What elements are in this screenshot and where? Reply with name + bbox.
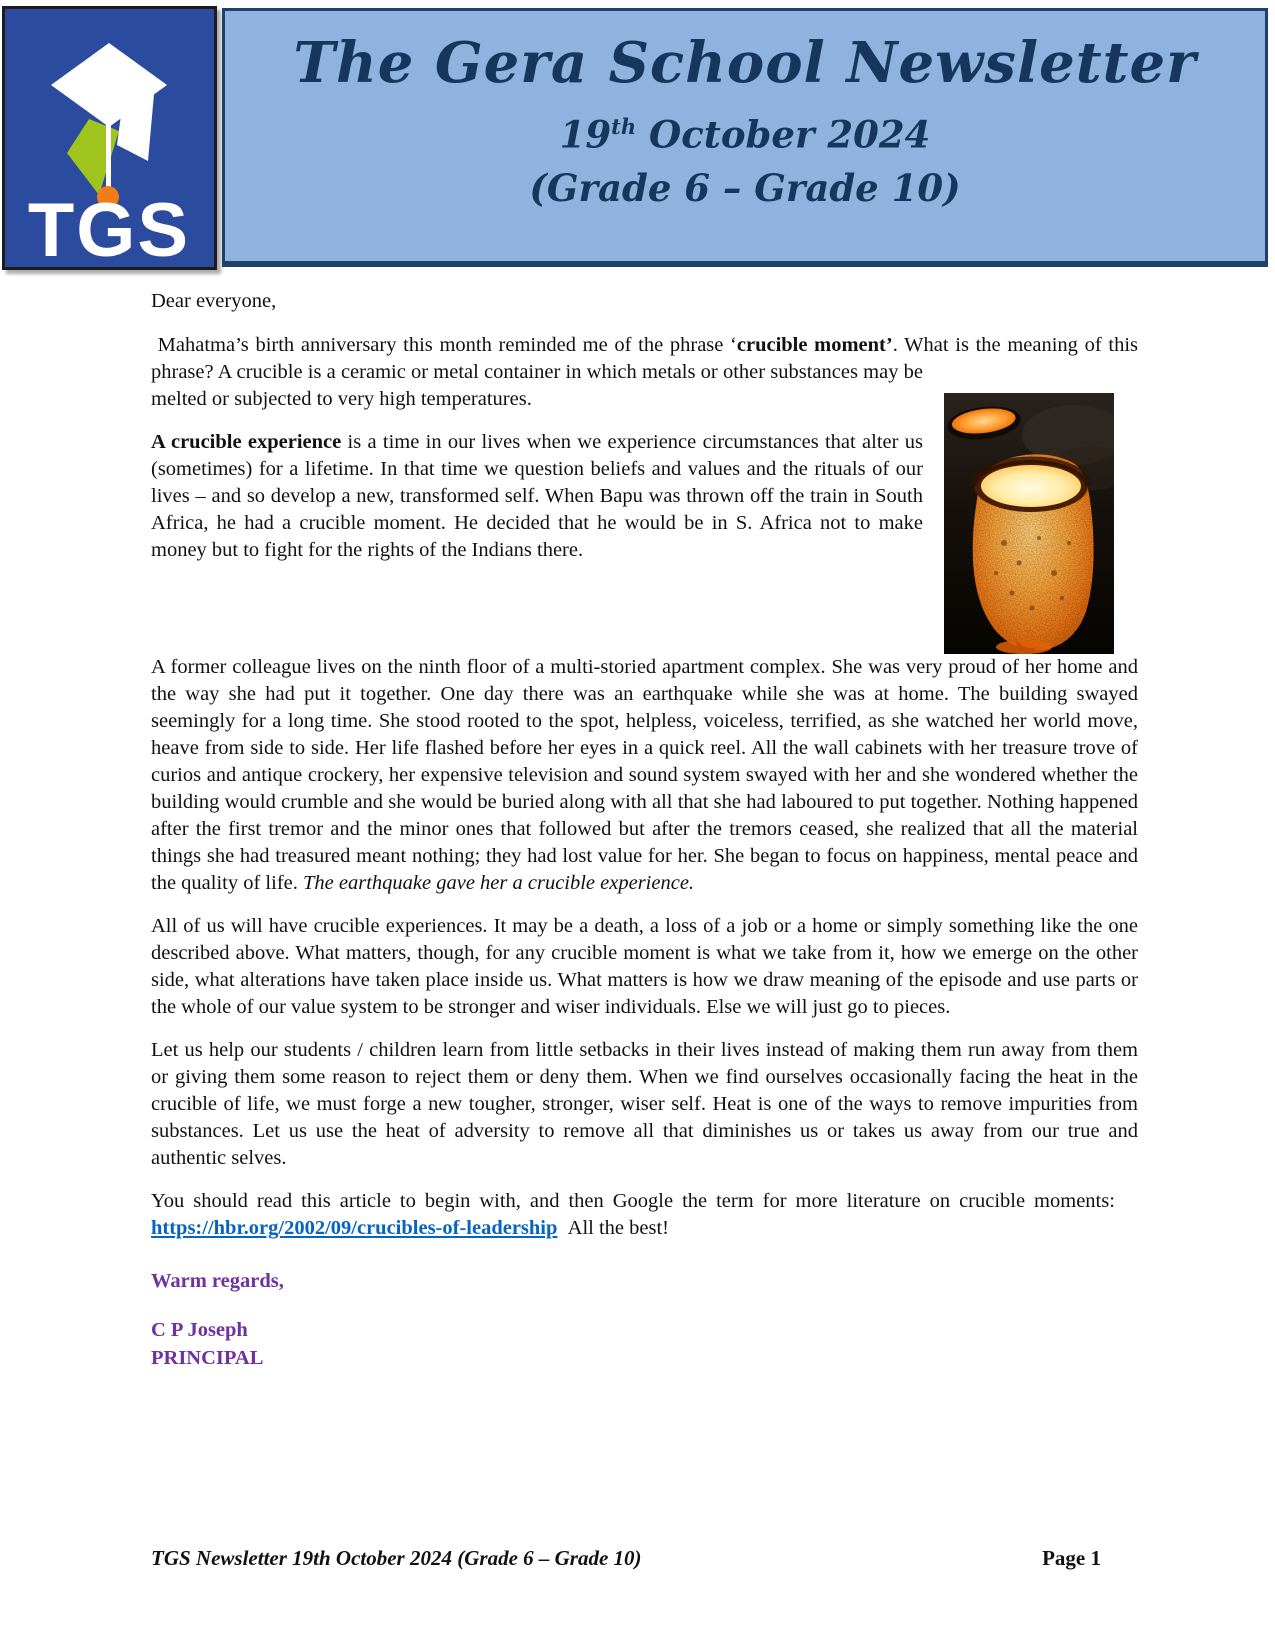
text-run: All of us will have crucible experiences. It may be a death, a loss of a job or a home or simply something like the one described above. What matters, though, for any crucible moment is what we take from it, how we emerge on the other side, what alterations have taken place inside us. What matters is how we draw meaning of the episode and use parts or the whole of our value system to be stronger and wiser individuals. Else we will just go to pieces. bbox=[151, 915, 1138, 1018]
graduation-cap-icon bbox=[5, 9, 214, 267]
paragraph-let-us-help bbox=[151, 1037, 1138, 1172]
paragraph-colleague bbox=[151, 654, 1138, 897]
principal-name: C P Joseph bbox=[151, 1319, 248, 1341]
hbr-article-link[interactable]: https://hbr.org/2002/09/crucibles-of-leadership bbox=[151, 1217, 558, 1239]
paragraph-read-article bbox=[151, 1188, 1138, 1242]
text-run: is the meaning of this phrase? A crucible is a ceramic or metal container in which metals or other substances may be melted or subjected to very high temperatures. bbox=[151, 334, 1138, 410]
closing-signature bbox=[151, 1316, 1138, 1372]
school-logo bbox=[2, 6, 217, 270]
text-run: Mahatma’s birth anniversary this month reminded me of the phrase ‘ bbox=[151, 334, 737, 356]
date-rest: October 2024 bbox=[636, 112, 931, 157]
date-ordinal: th bbox=[611, 114, 637, 139]
page-footer bbox=[151, 1546, 1138, 1571]
greeting: Dear everyone, bbox=[151, 290, 277, 312]
text-run: A former colleague lives on the ninth floor of a multi-storied apartment complex. She was very proud of her home and the way she had put it together. One day there was an earthquake while she was at home. The building swayed seemingly for a long time. She stood rooted to the spot, helpless, voiceless, terrified, as she watched her world move, heave from side to side. Her life flashed before her eyes in a quick reel. All the wall cabinets with her treasure trove of curios and antique crockery, her expensive television and sound system swayed with her and she wondered whether the building would crumble and she would be buried along with all that she had laboured to put together. Nothing happened after the first tremor and the minor ones that followed but after the tremors ceased, she realized that all the material things she had treasured meant nothing; they had lost value for her. She began to focus on happiness, mental peace and the quality of life. bbox=[151, 656, 1138, 894]
date-day: 19 bbox=[559, 112, 612, 157]
closing-regards: Warm regards, bbox=[151, 1270, 284, 1292]
paragraph-all-of-us bbox=[151, 913, 1138, 1021]
text-run: A crucible experience bbox=[151, 431, 342, 453]
text-run: You should read this article to begin with, and then Google the term for more literature on crucible moments: bbox=[151, 1190, 1138, 1212]
crucible-image bbox=[944, 393, 1114, 654]
newsletter-grades: (Grade 6 – Grade 10) bbox=[529, 166, 961, 211]
footer-title: TGS Newsletter 19th October 2024 (Grade 6 – Grade 10) bbox=[151, 1546, 642, 1570]
masthead-banner bbox=[222, 8, 1268, 267]
text-run: crucible moment’ bbox=[736, 334, 893, 356]
text-run: Let us help our students / children learn from little setbacks in their lives instead of making them run away from them or giving them some reason to reject them or deny them. When we find ourselves occasionally facing the heat in the crucible of life, we must forge a new tougher, stronger, wiser self. Heat is one of the ways to remove impurities from substances. Let us use the heat of adversity to remove all that diminishes us or takes us away from our true and authentic selves. bbox=[151, 1039, 1138, 1169]
paragraph-mahatma bbox=[151, 332, 1138, 413]
text-run: is a time in our lives when we experience circumstances that alter us (sometimes) for a lifetime. In that time we question beliefs and values and the rituals of our lives – and so develop a new, transformed self. When Bapu was thrown off the train in South Africa, he had a crucible moment. He decided that he would be in S. Africa not to make money but to fight for the rights of the Indians there. bbox=[151, 431, 923, 561]
footer-page-number: Page 1 bbox=[1042, 1546, 1101, 1570]
text-run: All the best! bbox=[557, 1217, 669, 1239]
crucible-photo bbox=[944, 393, 1114, 654]
article-paragraphs bbox=[151, 332, 1138, 1242]
newsletter-title: The Gera School Newsletter bbox=[293, 30, 1197, 96]
principal-title: PRINCIPAL bbox=[151, 1347, 264, 1369]
article bbox=[151, 288, 1138, 1372]
text-run: . What bbox=[892, 334, 956, 356]
newsletter-date bbox=[225, 99, 1265, 162]
logo-text: TGS bbox=[27, 188, 191, 267]
text-run: The earthquake gave her a crucible experience. bbox=[303, 872, 695, 894]
